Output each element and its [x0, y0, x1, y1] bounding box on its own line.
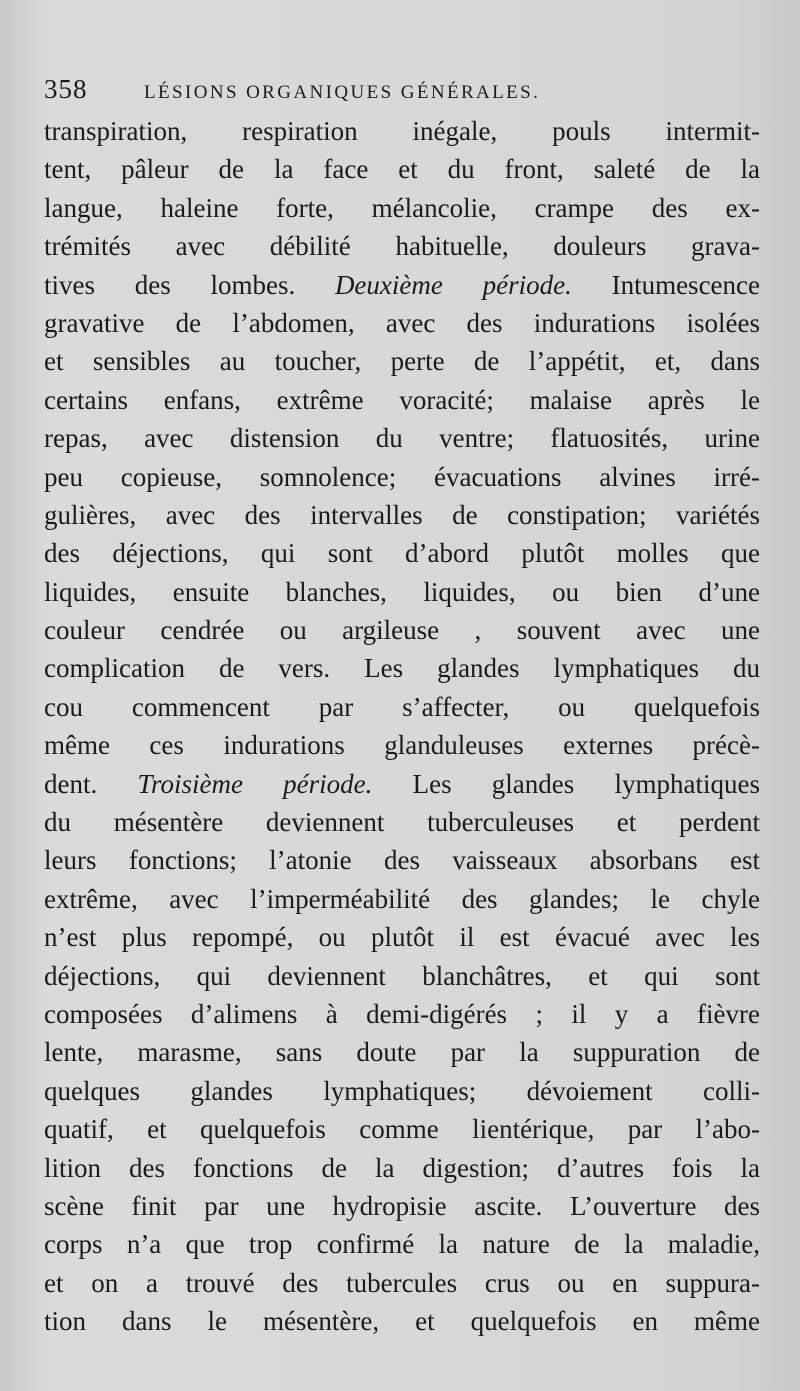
- text-line: [44, 189, 760, 227]
- text-line: [44, 765, 760, 803]
- line-text: liquides, ensuite blanches, liquides, ou bien d’une: [44, 576, 760, 607]
- text-line: [44, 611, 760, 649]
- text-line: [44, 1187, 760, 1225]
- line-text: trémités avec débilité habituelle, douleurs grava-: [44, 231, 760, 262]
- line-text: quatif, et quelquefois comme lientérique, par l’abo-: [44, 1114, 760, 1145]
- text-line: [44, 957, 760, 995]
- line-text: tion dans le mésentère, et quelquefois en même: [44, 1306, 760, 1337]
- text-line: [44, 381, 760, 419]
- line-text: et on a trouvé des tubercules crus ou en suppura-: [44, 1267, 760, 1298]
- text-line: [44, 573, 760, 611]
- text-line: [44, 227, 760, 265]
- line-text: et sensibles au toucher, perte de l’appétit, et, dans: [44, 346, 760, 377]
- text-line: [44, 1225, 760, 1263]
- text-line: [44, 688, 760, 726]
- line-text: Les glandes lymphatiques: [372, 768, 760, 799]
- text-line: [44, 995, 760, 1033]
- line-text: lente, marasme, sans doute par la suppuration de: [44, 1037, 760, 1068]
- line-text: couleur cendrée ou argileuse , souvent avec une: [44, 615, 760, 646]
- text-line: [44, 419, 760, 457]
- text-line: [44, 150, 760, 188]
- line-text: peu copieuse, somnolence; évacuations alvines irré-: [44, 461, 760, 492]
- line-text: repas, avec distension du ventre; flatuosités, urine: [44, 423, 760, 454]
- line-text: déjections, qui deviennent blanchâtres, et qui sont: [44, 960, 760, 991]
- line-text: même ces indurations glanduleuses externes précè-: [44, 730, 760, 761]
- line-text: corps n’a que trop confirmé la nature de la maladie,: [44, 1229, 760, 1260]
- line-text: dent.: [44, 768, 138, 799]
- text-line: [44, 112, 760, 150]
- text-line: [44, 496, 760, 534]
- line-text: langue, haleine forte, mélancolie, crampe des ex-: [44, 192, 760, 223]
- line-text: transpiration, respiration inégale, pouls intermit-: [44, 116, 760, 146]
- line-text: composées d’alimens à demi-digérés ; il y a fièvre: [44, 998, 760, 1029]
- period-heading: Troisième période.: [137, 768, 373, 799]
- line-text: extrême, avec l’imperméabilité des glandes; le chyle: [44, 883, 760, 914]
- line-text: Intumescence: [571, 269, 760, 300]
- line-text: gulières, avec des intervalles de constipation; variétés: [44, 499, 760, 530]
- text-line: [44, 534, 760, 572]
- line-text: lition des fonctions de la digestion; d’autres fois la: [44, 1152, 760, 1183]
- text-line: [44, 803, 760, 841]
- text-line: [44, 649, 760, 687]
- running-head: LÉSIONS ORGANIQUES GÉNÉRALES.: [144, 82, 541, 103]
- text-line: [44, 841, 760, 879]
- line-text: des déjections, qui sont d’abord plutôt molles que: [44, 538, 760, 569]
- text-line: [44, 1072, 760, 1110]
- text-line: [44, 1302, 760, 1340]
- line-text: quelques glandes lymphatiques; dévoiement colli-: [44, 1075, 760, 1106]
- body-text: [44, 112, 760, 1341]
- line-text: scène finit par une hydropisie ascite. L’ouverture des: [44, 1190, 760, 1221]
- text-line: [44, 1110, 760, 1148]
- line-text: du mésentère deviennent tuberculeuses et perdent: [44, 807, 760, 838]
- line-text: complication de vers. Les glandes lymphatiques du: [44, 653, 760, 684]
- text-line: [44, 342, 760, 380]
- text-line: [44, 918, 760, 956]
- text-line: [44, 726, 760, 764]
- line-text: gravative de l’abdomen, avec des indurations isolées: [44, 307, 760, 338]
- period-heading: Deuxième période.: [334, 269, 572, 300]
- line-text: tives des lombes.: [44, 269, 335, 300]
- text-line: [44, 1149, 760, 1187]
- text-line: [44, 304, 760, 342]
- line-text: certains enfans, extrême voracité; malaise après le: [44, 384, 760, 415]
- text-line: [44, 458, 760, 496]
- page-header: [44, 74, 760, 104]
- line-text: tent, pâleur de la face et du front, saleté de la: [44, 154, 760, 185]
- line-text: n’est plus repompé, ou plutôt il est évacué avec les: [44, 922, 760, 953]
- text-line: [44, 880, 760, 918]
- line-text: leurs fonctions; l’atonie des vaisseaux absorbans est: [44, 845, 760, 876]
- line-text: cou commencent par s’affecter, ou quelquefois: [44, 691, 760, 722]
- page-number: 358: [44, 74, 88, 104]
- text-line: [44, 266, 760, 304]
- text-line: [44, 1033, 760, 1071]
- text-line: [44, 1264, 760, 1302]
